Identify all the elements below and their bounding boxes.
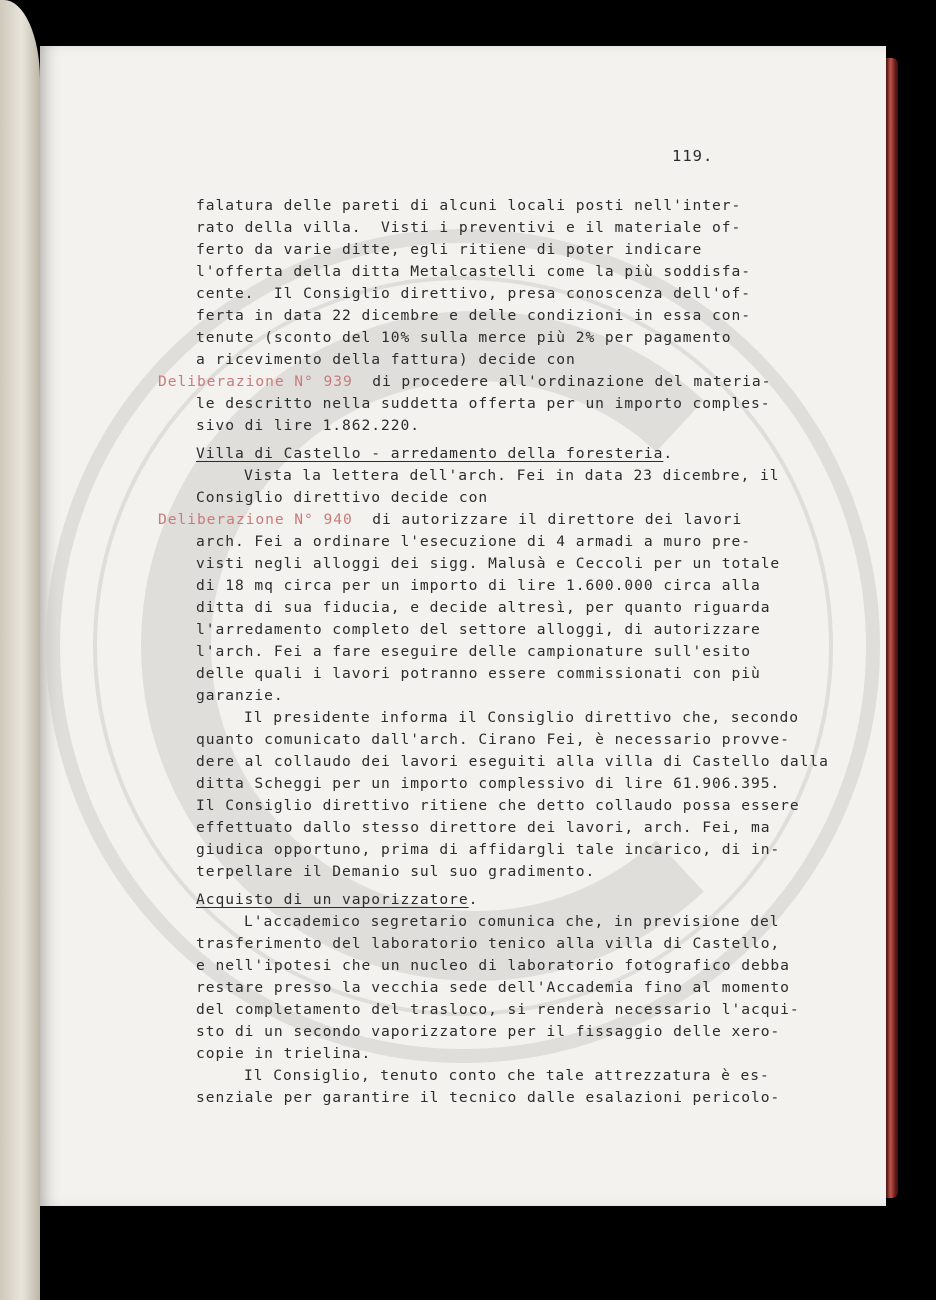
text-line — [196, 243, 702, 258]
section-heading: Acquisto di un vaporizzatore — [196, 891, 469, 908]
text-line — [244, 1069, 770, 1084]
text-span: dere al collaudo dei lavori eseguiti alla villa di Castello dalla — [196, 753, 829, 770]
text-span: copie in trielina. — [196, 1045, 372, 1062]
text-span: cente. Il Consiglio direttivo, presa conoscenza dell'of- — [196, 285, 751, 302]
text-line — [196, 1091, 780, 1106]
text-line — [196, 623, 761, 638]
text-line — [158, 375, 771, 390]
text-line — [196, 309, 751, 324]
text-line — [196, 733, 790, 748]
text-line — [196, 777, 780, 792]
text-span: falatura delle pareti di alcuni locali posti nell'inter- — [196, 197, 742, 214]
text-span: di autorizzare il direttore dei lavori — [352, 511, 743, 528]
text-line — [196, 221, 741, 236]
text-line — [196, 447, 673, 462]
text-span: del completamento del trasloco, si renderà necessario l'acqui- — [196, 1001, 800, 1018]
text-line — [244, 469, 780, 484]
text-span: quanto comunicato dall'arch. Cirano Fei, è necessario provve- — [196, 731, 790, 748]
deliberation-number: Deliberazione N° 940 — [158, 511, 353, 528]
text-line — [196, 265, 751, 280]
text-span: sto di un secondo vaporizzatore per il fissaggio delle xero- — [196, 1023, 781, 1040]
left-page-edge — [0, 0, 40, 1300]
text-line — [196, 843, 780, 858]
text-line — [196, 491, 488, 506]
section-heading: Villa di Castello - arredamento della foresteria — [196, 445, 664, 462]
text-span: le descritto nella suddetta offerta per un importo comples- — [196, 395, 771, 412]
text-span: terpellare il Demanio sul suo gradimento. — [196, 863, 596, 880]
deliberation-number: Deliberazione N° 939 — [158, 373, 353, 390]
text-line — [158, 513, 742, 528]
text-line — [196, 535, 751, 550]
text-line — [244, 711, 799, 726]
text-line — [196, 353, 576, 368]
text-line — [196, 557, 780, 572]
text-span: ferta in data 22 dicembre e delle condizioni in essa con- — [196, 307, 751, 324]
document-page — [40, 46, 886, 1206]
text-line — [196, 893, 478, 908]
text-line — [196, 579, 761, 594]
text-line — [196, 821, 770, 836]
text-span: ditta di sua fiducia, e decide altresì, per quanto riguarda — [196, 599, 771, 616]
text-line — [196, 667, 761, 682]
text-span: a ricevimento della fattura) decide con — [196, 351, 576, 368]
text-line — [196, 1025, 780, 1040]
text-span: trasferimento del laboratorio tenico alla villa di Castello, — [196, 935, 781, 952]
text-line — [196, 397, 770, 412]
text-line — [196, 755, 829, 770]
text-line — [196, 601, 770, 616]
text-span: Il Consiglio direttivo ritiene che detto collaudo possa essere — [196, 797, 800, 814]
text-span: l'offerta della ditta Metalcastelli come la più soddisfa- — [196, 263, 751, 280]
text-line — [196, 959, 790, 974]
text-span: giudica opportuno, prima di affidargli tale incarico, di in- — [196, 841, 781, 858]
text-line — [196, 937, 780, 952]
text-span: l'arch. Fei a fare eseguire delle campionature sull'esito — [196, 643, 751, 660]
text-span: restare presso la vecchia sede dell'Accademia fino al momento — [196, 979, 790, 996]
text-span: . — [663, 445, 674, 462]
text-span: Consiglio direttivo decide con — [196, 489, 489, 506]
text-span: senziale per garantire il tecnico dalle esalazioni pericolo- — [196, 1089, 781, 1106]
text-line — [196, 1047, 371, 1062]
text-line — [196, 1003, 800, 1018]
text-span: tenute (sconto del 10% sulla merce più 2% per pagamento — [196, 329, 732, 346]
text-span: . — [468, 891, 479, 908]
text-span: arch. Fei a ordinare l'esecuzione di 4 armadi a muro pre- — [196, 533, 751, 550]
text-span: Il Consiglio, tenuto conto che tale attrezzatura è es- — [244, 1067, 770, 1084]
text-span: di procedere all'ordinazione del materia- — [352, 373, 772, 390]
page-number: 119. — [672, 147, 714, 165]
text-line — [196, 865, 595, 880]
text-line — [196, 645, 751, 660]
text-line — [196, 419, 420, 434]
text-span: l'arredamento completo del settore alloggi, di autorizzare — [196, 621, 761, 638]
text-span: delle quali i lavori potranno essere commissionati con più — [196, 665, 761, 682]
text-span: rato della villa. Visti i preventivi e il materiale of- — [196, 219, 742, 236]
text-line — [196, 799, 800, 814]
text-span: sivo di lire 1.862.220. — [196, 417, 420, 434]
text-span: ferto da varie ditte, egli ritiene di poter indicare — [196, 241, 703, 258]
text-line — [196, 331, 732, 346]
text-line — [244, 915, 780, 930]
text-span: garanzie. — [196, 687, 284, 704]
text-span: effettuato dallo stesso direttore dei lavori, arch. Fei, ma — [196, 819, 771, 836]
text-span: Il presidente informa il Consiglio direttivo che, secondo — [244, 709, 799, 726]
text-span: di 18 mq circa per un importo di lire 1.600.000 circa alla — [196, 577, 761, 594]
text-line — [196, 689, 284, 704]
text-line — [196, 199, 741, 214]
text-span: L'accademico segretario comunica che, in previsione del — [244, 913, 780, 930]
text-span: visti negli alloggi dei sigg. Malusà e Ceccoli per un totale — [196, 555, 781, 572]
text-line — [196, 287, 751, 302]
text-span: e nell'ipotesi che un nucleo di laboratorio fotografico debba — [196, 957, 790, 974]
text-line — [196, 981, 790, 996]
text-span: ditta Scheggi per un importo complessivo di lire 61.906.395. — [196, 775, 781, 792]
text-span: Vista la lettera dell'arch. Fei in data 23 dicembre, il — [244, 467, 780, 484]
